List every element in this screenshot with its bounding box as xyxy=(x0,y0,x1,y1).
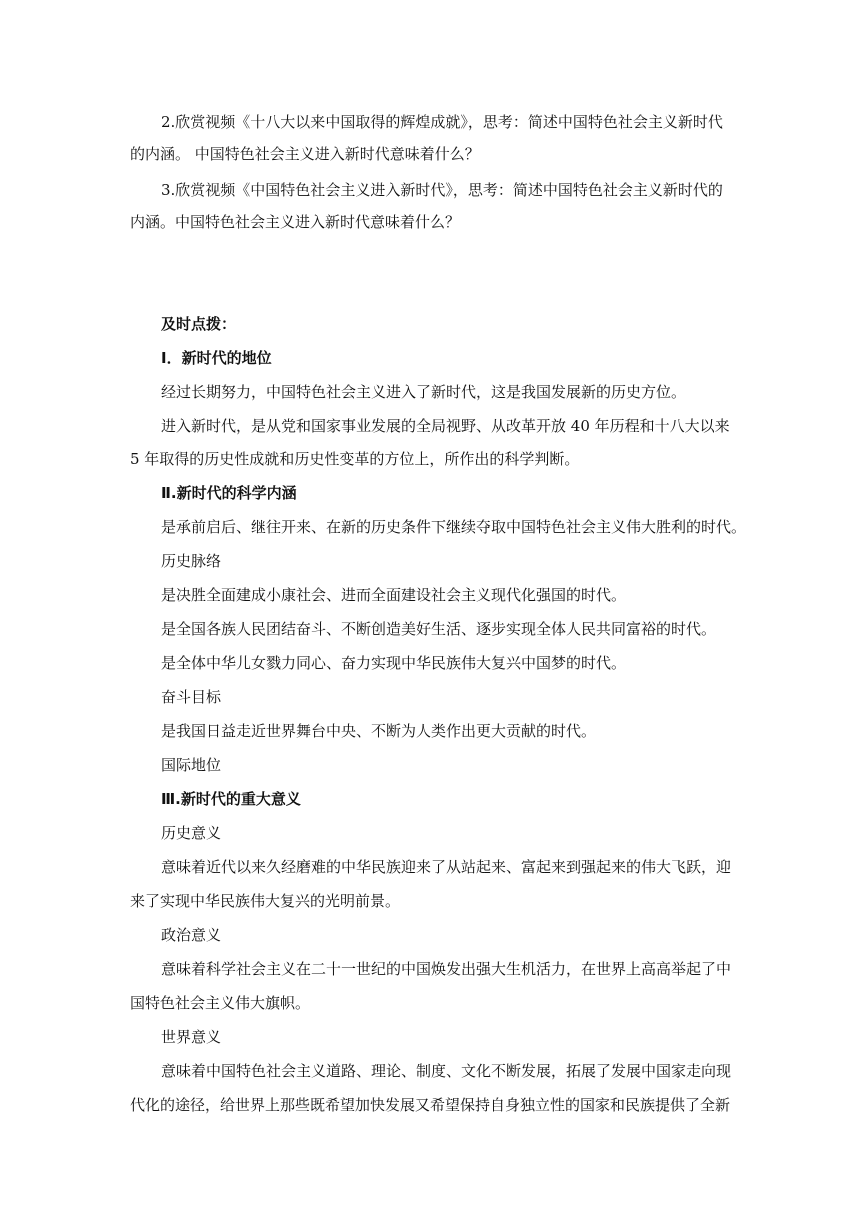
world-significance-line-2: 代化的途径，给世界上那些既希望加快发展又希望保持自身独立性的国家和民族提供了全新 xyxy=(130,1096,731,1114)
section-2-item: 是承前启后、继往开来、在新的历史条件下继续夺取中国特色社会主义伟大胜利的时代。 xyxy=(161,518,747,536)
political-significance-label: 政治意义 xyxy=(161,926,222,944)
section-1-para-2-line-2: 5 年取得的历史性成就和历史性变革的方位上，所作出的科学判断。 xyxy=(130,450,580,468)
section-3-heading: Ⅲ.新时代的重大意义 xyxy=(161,790,301,808)
question-2-line-1: 2.欣赏视频《十八大以来中国取得的辉煌成就》，思考：简述中国特色社会主义新时代 xyxy=(161,113,723,131)
section-2-item: 历史脉络 xyxy=(161,552,222,570)
section-1-para-2-line-1: 进入新时代，是从党和国家事业发展的全局视野、从改革开放 40 年历程和十八大以来 xyxy=(161,417,730,435)
section-2-item: 是决胜全面建成小康社会、进而全面建设社会主义现代化强国的时代。 xyxy=(161,586,627,604)
section-1-para-1: 经过长期努力，中国特色社会主义进入了新时代，这是我国发展新的历史方位。 xyxy=(161,383,687,401)
political-significance-line-1: 意味着科学社会主义在二十一世纪的中国焕发出强大生机活力，在世界上高高举起了中 xyxy=(161,960,732,978)
question-3-line-1: 3.欣赏视频《中国特色社会主义进入新时代》，思考：简述中国特色社会主义新时代的 xyxy=(161,181,723,199)
world-significance-label: 世界意义 xyxy=(161,1028,222,1046)
history-significance-line-1: 意味着近代以来久经磨难的中华民族迎来了从站起来、富起来到强起来的伟大飞跃，迎 xyxy=(161,858,732,876)
section-2-item: 是我国日益走近世界舞台中央、不断为人类作出更大贡献的时代。 xyxy=(161,722,597,740)
tips-heading: 及时点拨： xyxy=(161,315,237,333)
history-significance-line-2: 来了实现中华民族伟大复兴的光明前景。 xyxy=(130,892,401,910)
section-2-item: 国际地位 xyxy=(161,756,222,774)
section-1-heading: Ⅰ．新时代的地位 xyxy=(161,349,272,367)
section-2-item: 奋斗目标 xyxy=(161,688,222,706)
section-2-heading: Ⅱ.新时代的科学内涵 xyxy=(161,484,297,502)
question-2-line-2: 的内涵。 中国特色社会主义进入新时代意味着什么？ xyxy=(130,145,480,163)
section-2-item: 是全体中华儿女戮力同心、奋力实现中华民族伟大复兴中国梦的时代。 xyxy=(161,654,627,672)
world-significance-line-1: 意味着中国特色社会主义道路、理论、制度、文化不断发展，拓展了发展中国家走向现 xyxy=(161,1062,732,1080)
section-2-item: 是全国各族人民团结奋斗、不断创造美好生活、逐步实现全体人民共同富裕的时代。 xyxy=(161,620,717,638)
political-significance-line-2: 国特色社会主义伟大旗帜。 xyxy=(130,994,311,1012)
history-significance-label: 历史意义 xyxy=(161,824,222,842)
question-3-line-2: 内涵。中国特色社会主义进入新时代意味着什么？ xyxy=(130,213,461,231)
